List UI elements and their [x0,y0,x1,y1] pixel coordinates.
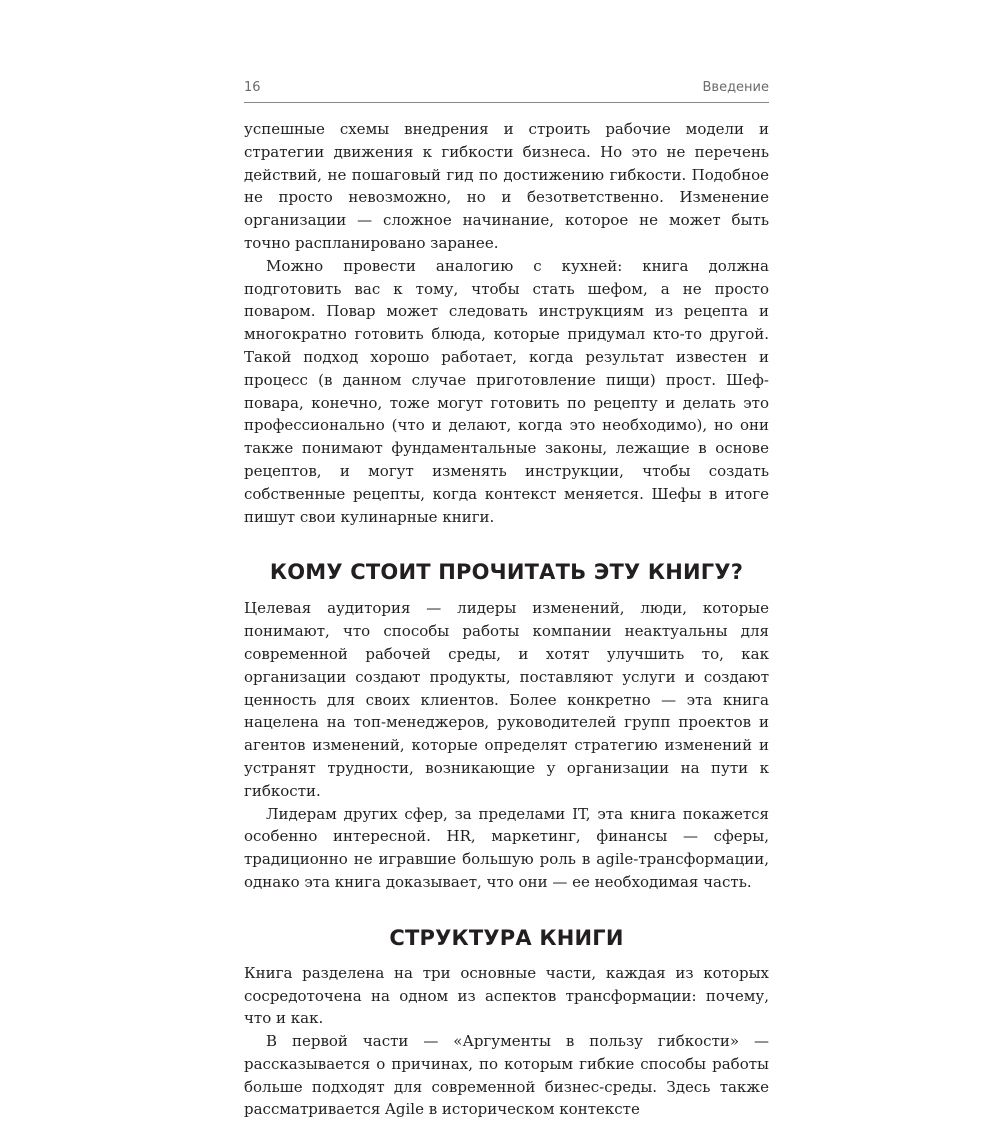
body-text [244,118,769,1121]
page-number: 16 [244,80,261,95]
audience-paragraph-1: Целевая аудитория — лидеры изменений, люди, которые понимают, что способы работы компании неактуальны для современной рабочей среды, и хотят улучшить то, как организации создают продукты, поставляют услуги и создают ценность для своих клиентов. Более конкретно — эта книга нацелена на топ-менеджеров, руководителей групп проектов и агентов изменений, которые определят стратегию изменений и устранят трудности, возникающие у организации на пути к гибкости. [244,599,769,800]
audience-heading: КОМУ СТОИТ ПРОЧИТАТЬ ЭТУ КНИГУ? [269,560,744,585]
structure-paragraph-1: Книга разделена на три основные части, каждая из которых сосредоточена на одном из аспектов трансформации: почему, что и как. [244,963,769,1028]
structure-paragraph-2: В первой части — «Аргументы в пользу гибкости» — рассказывается о причинах, по которым гибкие способы работы больше подходят для современной бизнес-среды. Здесь также рассматривается Agile в историческом контексте [244,1032,769,1119]
running-header [244,78,769,102]
intro-paragraph-2: Можно провести аналогию с кухней: книга должна подготовить вас к тому, чтобы стать шефом, а не просто поваром. Повар может следовать инструкциям из рецепта и многократно готовить блюда, которые придумал кто-то другой. Такой подход хорошо работает, когда результат известен и процесс (в данном случае приготовление пищи) прост. Шеф-повара, конечно, тоже могут готовить по рецепту и делать это профессионально (что и делают, когда это необходимо), но они также понимают фундаментальные законы, лежащие в основе рецептов, и могут изменять инструкции, чтобы создать собственные рецепты, когда контекст меняется. Шефы в итоге пишут свои кулинарные книги. [244,256,769,526]
header-rule [244,102,769,103]
intro-paragraph-1: успешные схемы внедрения и строить рабочие модели и стратегии движения к гибкости бизнеса. Но это не перечень действий, не пошаговый гид по достижению гибкости. Подобное не просто невозможно, но и безответственно. Изменение организации — сложное начинание, которое не может быть точно распланировано заранее. [244,120,769,252]
structure-heading: СТРУКТУРА КНИГИ [389,925,624,950]
running-section-title: Введение [702,80,769,95]
audience-paragraph-2: Лидерам других сфер, за пределами IT, эта книга покажется особенно интересной. HR, маркетинг, финансы — сферы, традиционно не игравшие большую роль в agile-трансформации, однако эта книга доказывает, что они — ее необходимая часть. [244,804,769,891]
